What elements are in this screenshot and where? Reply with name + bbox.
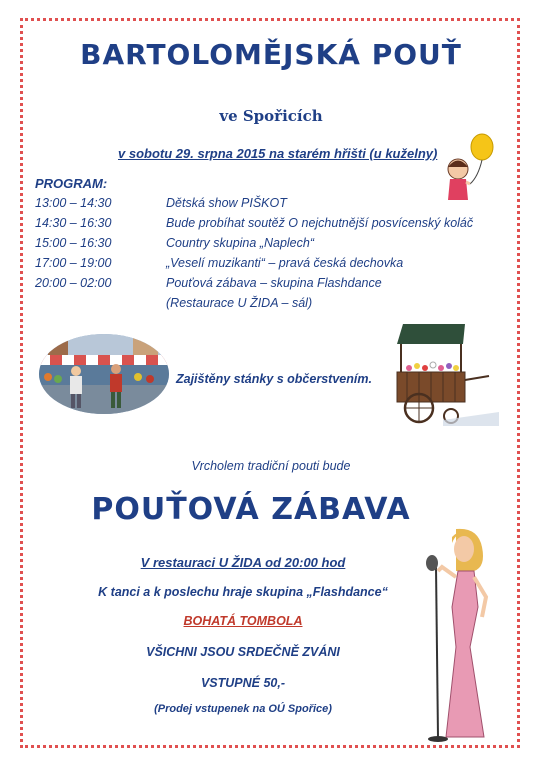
page-title: BARTOLOMĚJSKÁ POUŤ [80,38,462,71]
program-time: 15:00 – 16:30 [35,236,112,250]
subtitle: ve Spořicích [219,107,323,125]
stalls-text: Zajištěny stánky s občerstvením. [176,372,372,386]
program-time: 20:00 – 02:00 [35,276,112,290]
highlight-title: POUŤOVÁ ZÁBAVA [91,492,411,527]
venue-line: V restauraci U ŽIDA od 20:00 hod [140,555,346,570]
tickets-note: (Prodej vstupenek na OÚ Spořice) [154,703,332,715]
program-time: 13:00 – 14:30 [35,196,112,210]
entry-price: VSTUPNÉ 50,- [200,676,286,690]
flower-cart-illustration [393,320,505,430]
program-desc: Country skupina „Naplech“ [166,236,314,250]
program-row [35,216,473,230]
program-row [35,276,382,290]
program-desc: (Restaurace U ŽIDA – sál) [166,296,313,310]
program-desc: Bude probíhat soutěž O nejchutnější posvícenský koláč [166,216,474,230]
program-row [35,296,312,310]
program-desc: Dětská show PIŠKOT [166,196,287,210]
balloon-child-illustration [440,132,500,207]
highlight-intro: Vrcholem tradiční pouti bude [191,459,351,473]
program-time: 14:30 – 16:30 [35,216,112,230]
singer-illustration [412,527,498,747]
program-time: 17:00 – 19:00 [35,256,112,270]
welcome-line: VŠICHNI JSOU SRDEČNĚ ZVÁNI [146,645,340,659]
program-label: PROGRAM: [35,176,108,191]
program-desc: „Veselí muzikanti“ – pravá česká dechovka [166,256,404,270]
program-row [35,196,287,210]
market-illustration [38,333,170,415]
date-line: v sobotu 29. srpna 2015 na starém hřišti (u kuželny) [118,146,438,161]
program-desc: Pouťová zábava – skupina Flashdance [166,276,382,290]
program-row [35,236,314,250]
band-line: K tanci a k poslechu hraje skupina „Flashdance“ [98,585,388,599]
tombola-line: BOHATÁ TOMBOLA [183,614,303,628]
program-row [35,256,403,270]
